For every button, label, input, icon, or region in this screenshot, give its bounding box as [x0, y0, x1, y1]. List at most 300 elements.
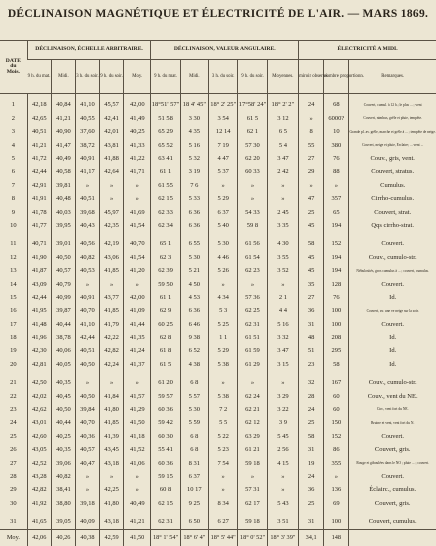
- table-cell: 4 35: [180, 126, 208, 139]
- table-cell: 41,80: [100, 404, 124, 417]
- table-row: [0, 153, 436, 166]
- table-cell: 39,87: [51, 305, 75, 318]
- table-cell: 8 34: [209, 497, 238, 510]
- table-cell: 194: [324, 220, 349, 233]
- column-header: Remarques.: [349, 60, 436, 94]
- table-cell: 61 1: [151, 166, 180, 179]
- table-cell: »: [209, 278, 238, 291]
- table-cell: 41,44: [124, 318, 151, 331]
- table-cell: 39,06: [51, 457, 75, 470]
- table-cell: 62 39: [151, 265, 180, 278]
- table-cell: 42,22: [100, 332, 124, 345]
- group-header-electricity: ÉLECTRICITÉ A MIDI.: [299, 41, 436, 60]
- day-cell: 23: [10, 406, 17, 414]
- table-cell: 41,10: [75, 318, 99, 331]
- table-cell: 43,45: [100, 444, 124, 457]
- day-cell: 28: [10, 472, 17, 480]
- table-cell: 25: [299, 497, 324, 510]
- table-cell: 61 5: [238, 112, 267, 125]
- table-cell: 41,57: [124, 390, 151, 403]
- table-cell: 5 40: [209, 220, 238, 233]
- day-cell: 8: [11, 195, 15, 203]
- mean-cell: 18° 0' 52": [238, 530, 267, 546]
- table-row: [0, 484, 436, 497]
- table-cell: 2 1: [267, 291, 298, 304]
- table-cell: 43,01: [27, 417, 51, 430]
- table-cell: 43,18: [100, 516, 124, 530]
- day-cell: 13: [10, 267, 17, 275]
- table-cell: 41,18: [124, 430, 151, 443]
- table-row: [0, 166, 436, 179]
- table-cell: 9 38: [180, 332, 208, 345]
- table-cell: 41,69: [124, 206, 151, 219]
- table-cell: 3 47: [267, 345, 298, 358]
- table-cell: »: [267, 377, 298, 390]
- table-cell: 42,35: [100, 220, 124, 233]
- day-cell: 31: [10, 518, 17, 526]
- table-cell: 6 37: [180, 471, 208, 484]
- remarks-cell: Couvert, gris.: [349, 497, 436, 510]
- table-cell: 41,79: [100, 318, 124, 331]
- table-cell: 60 8: [151, 484, 180, 497]
- table-cell: 65 29: [151, 126, 180, 139]
- table-cell: 40,06: [51, 345, 75, 358]
- table-cell: 39,18: [75, 497, 99, 510]
- table-row: [0, 444, 436, 457]
- table-cell: 62 25: [238, 305, 267, 318]
- table-cell: 194: [324, 265, 349, 278]
- column-header: 3 h. du soir.: [75, 60, 99, 94]
- table-cell: 40,57: [51, 265, 75, 278]
- table-row: [0, 457, 436, 470]
- table-cell: 59 18: [238, 516, 267, 530]
- table-cell: 355: [324, 457, 349, 470]
- table-cell: 6 5: [267, 126, 298, 139]
- table-row: [0, 305, 436, 318]
- table-cell: 5 57: [180, 390, 208, 403]
- table-cell: 42,00: [124, 99, 151, 112]
- table-cell: 62 17: [238, 497, 267, 510]
- mean-cell: 40,26: [51, 530, 75, 546]
- table-cell: »: [209, 484, 238, 497]
- table-cell: 3 32: [267, 332, 298, 345]
- table-cell: 40,35: [51, 444, 75, 457]
- data-table: [0, 40, 436, 546]
- table-cell: 76: [324, 291, 349, 304]
- table-cell: 62 23: [238, 265, 267, 278]
- table-cell: 40,45: [51, 390, 75, 403]
- table-cell: 41,29: [124, 404, 151, 417]
- table-cell: 152: [324, 238, 349, 251]
- table-cell: 40,47: [75, 457, 99, 470]
- table-cell: 5 43: [267, 497, 298, 510]
- remarks-cell: Couvert.: [349, 278, 436, 291]
- table-cell: 41,85: [100, 305, 124, 318]
- table-cell: 42,18: [27, 99, 51, 112]
- table-cell: 41,85: [100, 265, 124, 278]
- remarks-cell: Cirr., vent fort du NE.: [349, 404, 436, 417]
- table-row: [0, 404, 436, 417]
- table-cell: »: [267, 278, 298, 291]
- table-cell: 7 54: [209, 457, 238, 470]
- table-cell: 39,01: [51, 238, 75, 251]
- table-cell: »: [124, 471, 151, 484]
- table-cell: 59 8: [238, 220, 267, 233]
- table-cell: 6 36: [180, 220, 208, 233]
- day-cell: 2: [11, 114, 15, 122]
- table-cell: 3 52: [267, 265, 298, 278]
- table-cell: 42,82: [27, 484, 51, 497]
- table-cell: 3 51: [267, 516, 298, 530]
- table-cell: 8: [299, 126, 324, 139]
- table-cell: 42,44: [27, 291, 51, 304]
- table-cell: »: [209, 471, 238, 484]
- table-cell: 47: [299, 193, 324, 206]
- table-cell: 40,48: [51, 193, 75, 206]
- table-cell: »: [238, 377, 267, 390]
- table-cell: 5 30: [180, 404, 208, 417]
- table-cell: 45,97: [100, 206, 124, 219]
- table-row: [0, 390, 436, 403]
- table-cell: 5 23: [209, 444, 238, 457]
- table-cell: 40,70: [75, 417, 99, 430]
- table-cell: »: [238, 193, 267, 206]
- table-cell: 36: [299, 484, 324, 497]
- table-cell: 2 42: [267, 166, 298, 179]
- column-header: 9 h. du mat.: [27, 60, 51, 94]
- table-cell: »: [124, 193, 151, 206]
- remarks-cell: Couvert.: [349, 430, 436, 443]
- table-cell: 40,82: [75, 251, 99, 264]
- table-cell: 61 5: [151, 358, 180, 371]
- table-cell: 6 27: [209, 516, 238, 530]
- table-cell: 62 20: [238, 153, 267, 166]
- table-cell: 41,77: [27, 220, 51, 233]
- table-row: [0, 139, 436, 152]
- table-cell: »: [267, 179, 298, 192]
- table-row: [0, 126, 436, 139]
- table-cell: 3 12: [267, 112, 298, 125]
- remarks-cell: Couvert, cumulus.: [349, 516, 436, 530]
- table-cell: 41,50: [124, 417, 151, 430]
- table-cell: 40,50: [51, 251, 75, 264]
- table-cell: 42,00: [124, 291, 151, 304]
- table-cell: 41,17: [75, 166, 99, 179]
- table-row: [0, 206, 436, 219]
- table-cell: 5 22: [209, 430, 238, 443]
- table-cell: 24: [299, 404, 324, 417]
- table-cell: 6 52: [180, 345, 208, 358]
- table-cell: »: [124, 179, 151, 192]
- table-cell: 6 8: [180, 444, 208, 457]
- table-cell: 39,68: [75, 206, 99, 219]
- day-cell: 3: [11, 128, 15, 136]
- day-cell: 27: [10, 459, 17, 467]
- table-row: [0, 471, 436, 484]
- remarks-cell: Cumulus.: [349, 179, 436, 192]
- table-cell: 42,44: [27, 166, 51, 179]
- table-cell: 23: [299, 358, 324, 371]
- table-cell: 5 16: [267, 318, 298, 331]
- table-cell: 40,57: [75, 444, 99, 457]
- table-cell: 5 30: [180, 251, 208, 264]
- table-cell: 8 31: [180, 457, 208, 470]
- remarks-cell: Id.: [349, 332, 436, 345]
- table-cell: 42,41: [100, 112, 124, 125]
- table-cell: 59 50: [151, 278, 180, 291]
- table-cell: 40,58: [51, 166, 75, 179]
- table-cell: 4 50: [180, 278, 208, 291]
- table-cell: 28: [299, 390, 324, 403]
- table-cell: 62 3: [151, 251, 180, 264]
- table-cell: 40,99: [51, 291, 75, 304]
- table-cell: 6 8: [180, 430, 208, 443]
- table-cell: 5 37: [209, 166, 238, 179]
- table-cell: 5 30: [209, 238, 238, 251]
- table-cell: 45,57: [100, 99, 124, 112]
- table-row: [0, 193, 436, 206]
- table-cell: »: [209, 377, 238, 390]
- table-cell: 380: [324, 139, 349, 152]
- table-cell: 6 36: [180, 206, 208, 219]
- table-cell: 100: [324, 516, 349, 530]
- table-cell: 42,65: [27, 112, 51, 125]
- table-cell: 62 1: [238, 126, 267, 139]
- table-cell: 357: [324, 193, 349, 206]
- table-cell: 39,95: [51, 220, 75, 233]
- column-header: Moyennes.: [267, 60, 298, 94]
- table-cell: 18° 2' 25": [209, 99, 238, 112]
- table-cell: 57 36: [238, 291, 267, 304]
- table-cell: 40,79: [51, 278, 75, 291]
- table-cell: »: [100, 471, 124, 484]
- table-cell: 59 57: [151, 390, 180, 403]
- table-cell: 60: [324, 390, 349, 403]
- day-cell: 30: [10, 499, 17, 507]
- table-cell: 40,35: [51, 377, 75, 390]
- table-cell: 5 29: [209, 193, 238, 206]
- table-cell: 62 33: [151, 206, 180, 219]
- table-cell: 59 18: [238, 457, 267, 470]
- mean-cell: [349, 530, 436, 546]
- column-header: Midi.: [180, 60, 208, 94]
- table-cell: 5 26: [209, 265, 238, 278]
- table-cell: 43,06: [100, 251, 124, 264]
- column-header: 3 h. du soir.: [209, 60, 238, 94]
- table-cell: 37,60: [75, 126, 99, 139]
- table-cell: 41,06: [124, 457, 151, 470]
- table-cell: 58: [299, 430, 324, 443]
- remarks-cell: Qqs cirrho-strat.: [349, 220, 436, 233]
- table-cell: 41,52: [124, 444, 151, 457]
- table-cell: 41,65: [27, 516, 51, 530]
- table-cell: 40,90: [51, 126, 75, 139]
- table-cell: 65 52: [151, 139, 180, 152]
- table-row: [0, 265, 436, 278]
- table-cell: 40,91: [75, 153, 99, 166]
- table-cell: »: [75, 471, 99, 484]
- table-cell: »: [324, 471, 349, 484]
- table-cell: »: [267, 193, 298, 206]
- table-cell: »: [100, 193, 124, 206]
- mean-cell: 18° 5' 44": [209, 530, 238, 546]
- table-cell: »: [75, 484, 99, 497]
- table-cell: 31: [299, 444, 324, 457]
- day-cell: 9: [11, 208, 15, 216]
- table-cell: 41,37: [124, 358, 151, 371]
- table-cell: 62 34: [151, 220, 180, 233]
- table-cell: 40,05: [51, 358, 75, 371]
- remarks-cell: Rouge et giboulées dans le NO ; pluie ... ; couvert.: [349, 457, 436, 470]
- table-cell: 17°58' 24": [238, 99, 267, 112]
- table-cell: 62 21: [238, 404, 267, 417]
- table-cell: 39,81: [51, 179, 75, 192]
- table-cell: 69: [324, 497, 349, 510]
- table-cell: 25: [299, 206, 324, 219]
- table-cell: 58: [299, 238, 324, 251]
- column-header: nombre proportionn.: [324, 60, 349, 94]
- table-cell: »: [238, 179, 267, 192]
- day-cell: 10: [10, 221, 17, 229]
- table-cell: 4 46: [209, 251, 238, 264]
- remarks-cell: Nébulosités, gros cumulus à ... ; couvert, cumulus.: [349, 265, 436, 278]
- table-cell: 40,84: [51, 99, 75, 112]
- table-cell: 128: [324, 278, 349, 291]
- day-cell: 15: [10, 293, 17, 301]
- table-cell: 35: [299, 278, 324, 291]
- table-cell: »: [267, 471, 298, 484]
- table-cell: 40,44: [51, 318, 75, 331]
- table-cell: 10: [324, 126, 349, 139]
- table-cell: 61 1: [151, 291, 180, 304]
- table-cell: 41,72: [27, 153, 51, 166]
- table-cell: 41,10: [75, 99, 99, 112]
- table-cell: 42,25: [100, 484, 124, 497]
- table-cell: 41,88: [100, 153, 124, 166]
- remarks-cell: Couvert, nimbus, grêle et pluie, tempête.: [349, 112, 436, 125]
- table-cell: 40,71: [27, 238, 51, 251]
- table-cell: 40,91: [75, 291, 99, 304]
- table-cell: 40,44: [51, 417, 75, 430]
- table-row: [0, 251, 436, 264]
- table-cell: 18°51' 57": [151, 99, 180, 112]
- table-cell: 40,56: [75, 238, 99, 251]
- table-cell: »: [267, 484, 298, 497]
- table-cell: 51 58: [151, 112, 180, 125]
- table-cell: 41,90: [27, 251, 51, 264]
- table-cell: 5 16: [180, 139, 208, 152]
- table-cell: 41,78: [27, 206, 51, 219]
- table-cell: 25: [299, 417, 324, 430]
- remarks-cell: Grande pl. av. grêle, marche et grêle à ... ; tempête de neige.: [349, 126, 436, 139]
- remarks-cell: Couv., vent du NE.: [349, 390, 436, 403]
- table-cell: 61 56: [238, 238, 267, 251]
- table-cell: 38,72: [75, 139, 99, 152]
- table-cell: 4 30: [267, 238, 298, 251]
- table-cell: 60 36: [151, 457, 180, 470]
- table-cell: 32: [299, 377, 324, 390]
- remarks-cell: Id.: [349, 345, 436, 358]
- table-cell: 41,35: [124, 332, 151, 345]
- table-cell: 41,21: [51, 112, 75, 125]
- table-cell: »: [124, 377, 151, 390]
- table-cell: 40,49: [51, 153, 75, 166]
- table-cell: 61 54: [238, 251, 267, 264]
- table-cell: 43,09: [27, 278, 51, 291]
- table-cell: 18 4' 45": [180, 99, 208, 112]
- table-cell: 42,44: [75, 332, 99, 345]
- day-cell: 6: [11, 168, 15, 176]
- table-cell: 62 8: [151, 332, 180, 345]
- table-cell: 38,41: [51, 484, 75, 497]
- remarks-cell: Couvert.: [349, 238, 436, 251]
- day-cell: 4: [11, 141, 15, 149]
- table-cell: 3 19: [180, 166, 208, 179]
- remarks-cell: Couv., gris, vent.: [349, 153, 436, 166]
- table-cell: 40,50: [51, 404, 75, 417]
- table-cell: 6 37: [209, 206, 238, 219]
- remarks-cell: Couvert, neige et pluie, Erclaire; ... vent ...: [349, 139, 436, 152]
- mean-cell: 42,06: [27, 530, 51, 546]
- table-cell: 42,62: [27, 404, 51, 417]
- table-cell: 3 55: [267, 251, 298, 264]
- mean-cell: 18° 3' 39": [267, 530, 298, 546]
- table-cell: 41,49: [124, 112, 151, 125]
- table-row: [0, 318, 436, 331]
- table-cell: 42,01: [100, 126, 124, 139]
- table-cell: 6 36: [180, 305, 208, 318]
- table-cell: 6000?: [324, 112, 349, 125]
- table-cell: 40,55: [75, 112, 99, 125]
- table-row: [0, 179, 436, 192]
- table-cell: 295: [324, 345, 349, 358]
- remarks-cell: Couvert, av. une ve neige sur la soir.: [349, 305, 436, 318]
- table-cell: 18° 2' 2": [267, 99, 298, 112]
- table-cell: 40,51: [27, 126, 51, 139]
- table-cell: 54 33: [238, 206, 267, 219]
- table-cell: 41,39: [100, 430, 124, 443]
- table-cell: 40,09: [75, 516, 99, 530]
- table-cell: »: [100, 179, 124, 192]
- table-row: [0, 220, 436, 233]
- table-cell: 40,50: [75, 390, 99, 403]
- day-cell: 5: [11, 155, 15, 162]
- table-cell: 41,95: [27, 305, 51, 318]
- table-row: [0, 377, 436, 390]
- table-cell: »: [238, 278, 267, 291]
- table-cell: »: [124, 484, 151, 497]
- table-cell: 6 55: [180, 238, 208, 251]
- day-cell: 11: [10, 240, 17, 248]
- mean-cell: 148: [324, 530, 349, 546]
- table-cell: 4 4: [267, 305, 298, 318]
- day-cell: 7: [11, 181, 15, 189]
- table-cell: 62 12: [238, 417, 267, 430]
- table-cell: »: [238, 471, 267, 484]
- table-row: [0, 430, 436, 443]
- table-cell: 3 22: [267, 404, 298, 417]
- remarks-cell: Couvert, cumul. à 12 h.; le plus ... ; vent: [349, 99, 436, 112]
- table-cell: 31: [299, 318, 324, 331]
- table-cell: 57 30: [238, 139, 267, 152]
- table-cell: 40,51: [75, 345, 99, 358]
- day-cell: 14: [10, 280, 17, 288]
- table-cell: 40,50: [75, 358, 99, 371]
- table-cell: 40,70: [124, 238, 151, 251]
- table-cell: 42,52: [27, 457, 51, 470]
- remarks-cell: Couvert.: [349, 471, 436, 484]
- table-cell: 42,30: [27, 345, 51, 358]
